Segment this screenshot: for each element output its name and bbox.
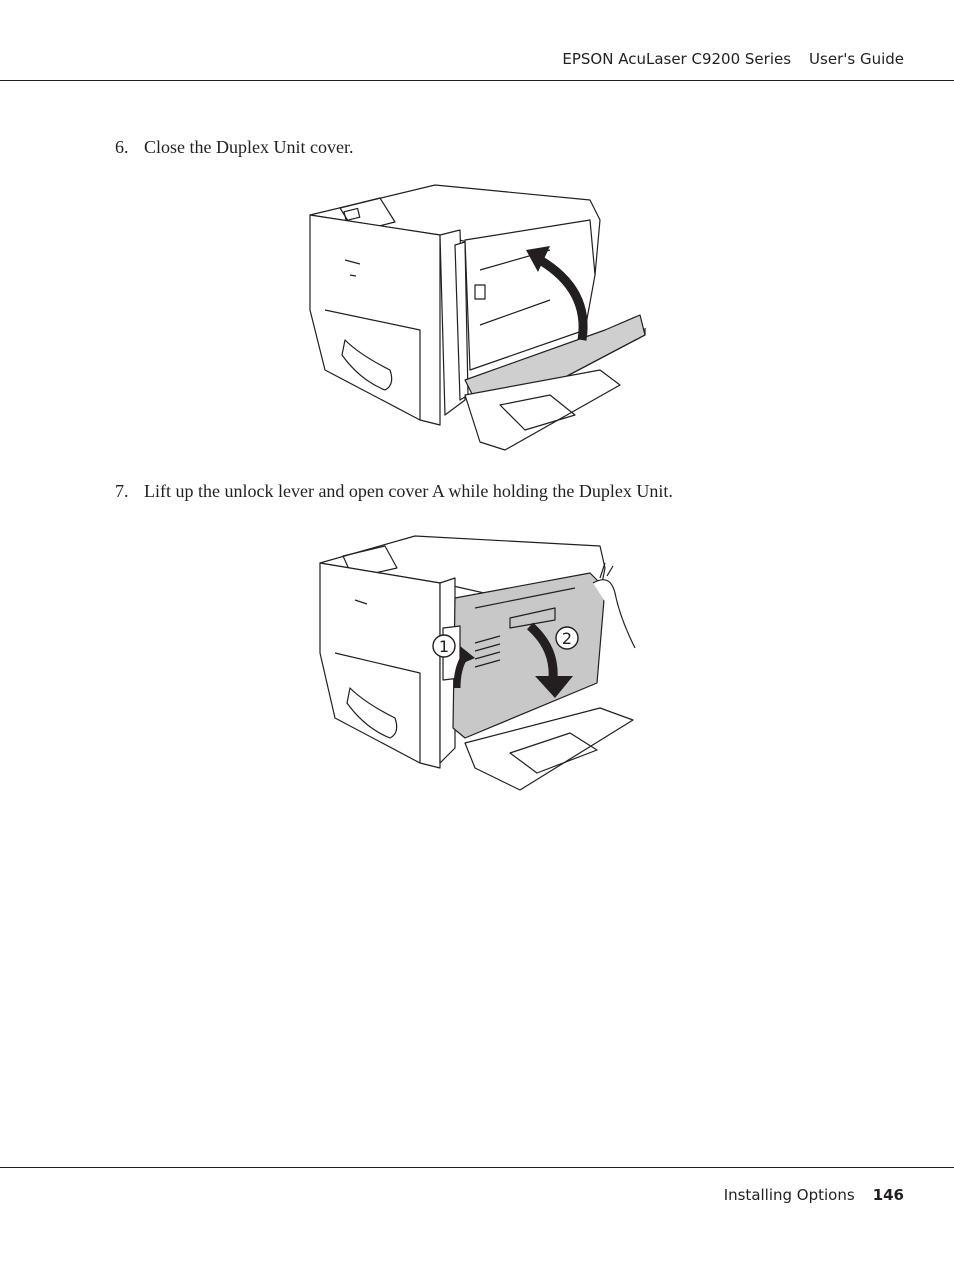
- step-7: [115, 481, 673, 502]
- page-header: [562, 50, 904, 68]
- step-text: Close the Duplex Unit cover.: [144, 137, 354, 157]
- svg-text:2: 2: [561, 629, 573, 648]
- footer-rule: [0, 1167, 954, 1168]
- figure-close-duplex-cover: [300, 180, 650, 455]
- footer-section: Installing Options: [723, 1186, 855, 1204]
- header-guide: User's Guide: [809, 50, 904, 68]
- page-footer: [724, 1186, 904, 1204]
- page-number: 146: [872, 1186, 904, 1204]
- step-6: [115, 137, 353, 158]
- step-number: 6.: [115, 137, 129, 157]
- svg-text:1: 1: [438, 637, 450, 656]
- figure-open-cover-a: [315, 528, 640, 796]
- step-text: Lift up the unlock lever and open cover A while holding the Duplex Unit.: [144, 481, 673, 501]
- header-rule: [0, 80, 954, 81]
- header-product: EPSON AcuLaser C9200 Series: [562, 50, 792, 68]
- callout-2: [556, 627, 578, 649]
- callout-1: [433, 635, 455, 657]
- step-number: 7.: [115, 481, 129, 501]
